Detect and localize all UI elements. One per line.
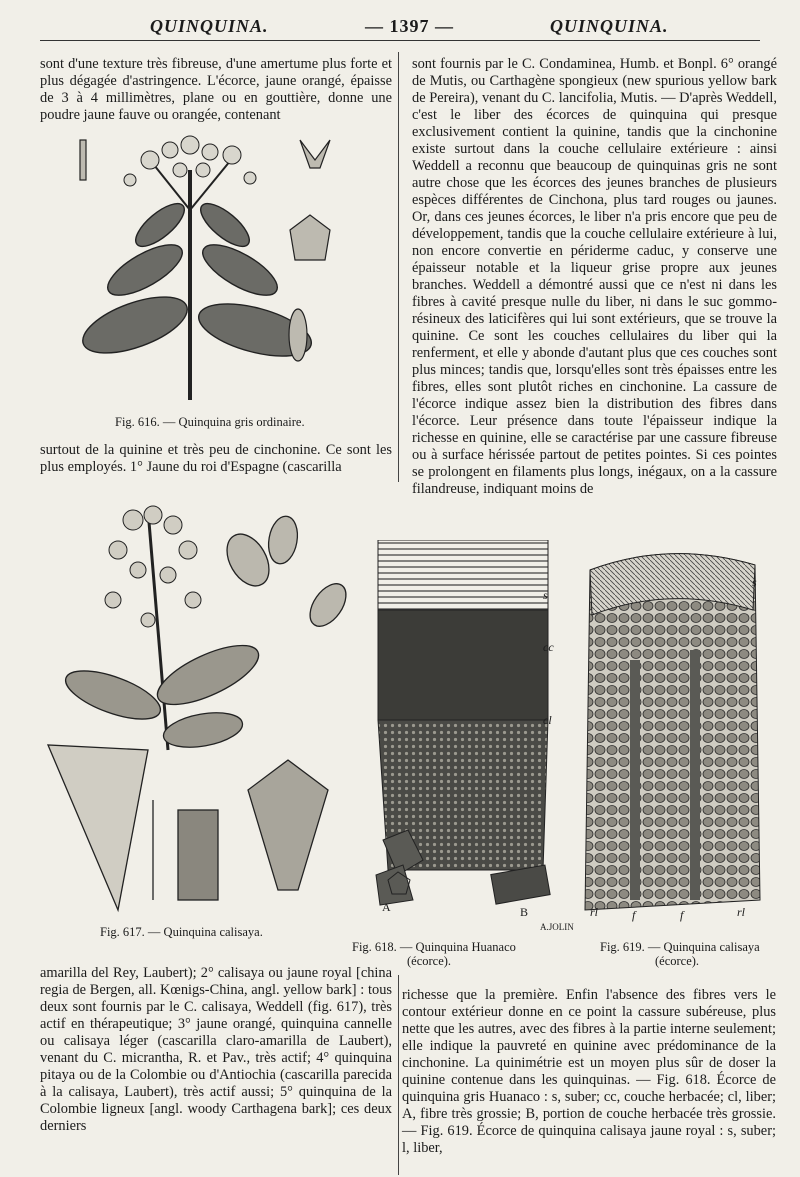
label-rl-left: rl [590,905,599,919]
label-s-618: s [543,588,548,602]
figure-617-illustration [38,490,368,920]
label-s-619: s [752,575,757,589]
paragraph: amarilla del Rey, Laubert); 2° calisaya ou jaune royal [china regia de Bergen, all. Kœnigs-China, angl. yellow bark] : tous deux sont fournis par le C. calisaya, Weddell (fig. 617), très actif en thérapeutique; 3° jaune orangé, quinquina cannelle ou calisaya léger (cascarilla claro-amarilla de Laubert), venant du C. micrantha, R. et Pav., très actif; 4° quinquina pitaya ou de la Colombie ou d'Antiochia (cascarilla parecida à la calisaya, Laubert), très actif aussi; 5° quinquina de la Colombie ligneux [angl. woody Carthagena bark]; ces deux derniers [40,965,392,1134]
header-rule [40,40,760,41]
caption-fig-617: Fig. 617. — Quinquina calisaya. [100,925,263,939]
engraver-signature: A.JOLIN [540,922,574,932]
caption-fig-619-line-1: Fig. 619. — Quinquina calisaya [600,940,760,954]
label-B: B [520,905,529,919]
running-title-right: QUINQUINA. [550,16,669,36]
caption-fig-616: Fig. 616. — Quinquina gris ordinaire. [115,415,305,429]
text-block-left-bottom [40,965,392,1135]
figure-619-illustration [570,540,775,925]
figure-616-illustration [60,130,360,410]
column-divider-top [398,52,399,482]
label-rl-right: rl [737,905,746,919]
label-cc: cc [543,640,554,654]
caption-fig-619-line-2: (écorce). [655,954,700,968]
page-header [0,10,800,40]
running-title-left: QUINQUINA. [150,16,269,36]
paragraph: surtout de la quinine et très peu de cinchonine. Ce sont les plus employés. 1° Jaune du roi d'Espagne (cascarilla [40,442,392,475]
column-divider-bottom [398,975,399,1175]
label-f-1: f [632,908,636,922]
text-block-right-top [412,56,777,498]
label-A: A [382,900,391,914]
label-f-2: f [680,908,684,922]
caption-fig-619 [600,940,760,968]
caption-fig-618-line-1: Fig. 618. — Quinquina Huanaco [352,940,516,954]
paragraph: sont fournis par le C. Condaminea, Humb. et Bonpl. 6° orangé de Mutis, ou Carthagène spongieux (new spurious yellow bark de Pereira), venant du C. lancifolia, Mutis. — D'après Weddell, c'est le liber des écorces de quinquina qui presque exclusivement contient la quinine, tandis que la cinchonine existe surtout dans la couche cellulaire extérieure : ainsi Weddell a reconnu que beaucoup de quinquinas gris ne sont autre chose que les écorces des jeunes branches de plusieurs espèces différentes de Cinchona, plus tard rouges ou jaunes. Or, dans ces jeunes écorces, le liber n'a pris encore que peu de développement, tandis que la couche cellulaire extérieure à lui, non encore convertie en périderme caduc, y conserve une épaisseur notable et la liqueur grise propre aux jeunes branches. Weddell a démontré aussi que ce n'est ni dans les fibres à cavité presque nulle du liber, ni dans le suc gommo-résineux des laticifères qui lui sont extérieurs, que se trouve la quinine. Ce sont les couches cellulaires du liber qui la renferment, et elle y abonde d'autant plus que ces couches sont plus minces; tandis que, lorsqu'elles sont très épaisses entre les fibres, elles sont plutôt riches en cinchonine. La cassure de l'écorce indique assez bien la distribution des fibres dans l'écorce. Leur présence dans toute l'épaisseur indique la richesse en quinine, elle se caractérise par une cassure fibreuse ou à surface hérissée partout de petites pointes. Si ces pointes se prolongent en filaments plus longs, inégaux, on a la cassure filandreuse, indiquant moins de [412,56,777,497]
label-cl: cl [543,713,552,727]
caption-fig-618-line-2: (écorce). [407,954,452,968]
paragraph: richesse que la première. Enfin l'absence des fibres vers le contour extérieur donne en ce point la cassure subéreuse, plus nette que les autres, avec des fibres à la partie interne seulement; elle indique la pauvreté en quinine avec prédominance de la cinchonine. La quinimétrie est un moyen plus sûr de doser la quinine contenue dans les quinquinas. — Fig. 618. Écorce de quinquina gris Huanaco : s, suber; cc, couche herbacée; cl, liber; A, fibre très grossie; B, portion de couche herbacée très grossie. — Fig. 619. Écorce de quinquina calisaya jaune royal : s, suber; l, liber, [402,987,776,1156]
paragraph: sont d'une texture très fibreuse, d'une amertume plus forte et plus dégagée d'astringence. L'écorce, jaune orangé, épaisse de 3 à 4 millimètres, plane ou en gouttière, donne une poudre jaune fauve ou orangée, contenant [40,56,392,123]
text-block-right-bottom [402,987,776,1157]
figure-618-illustration [368,540,583,920]
text-block-left-top [40,56,392,124]
caption-fig-618 [352,940,516,968]
page-number: — 1397 — [365,16,454,36]
text-block-left-mid [40,442,392,476]
